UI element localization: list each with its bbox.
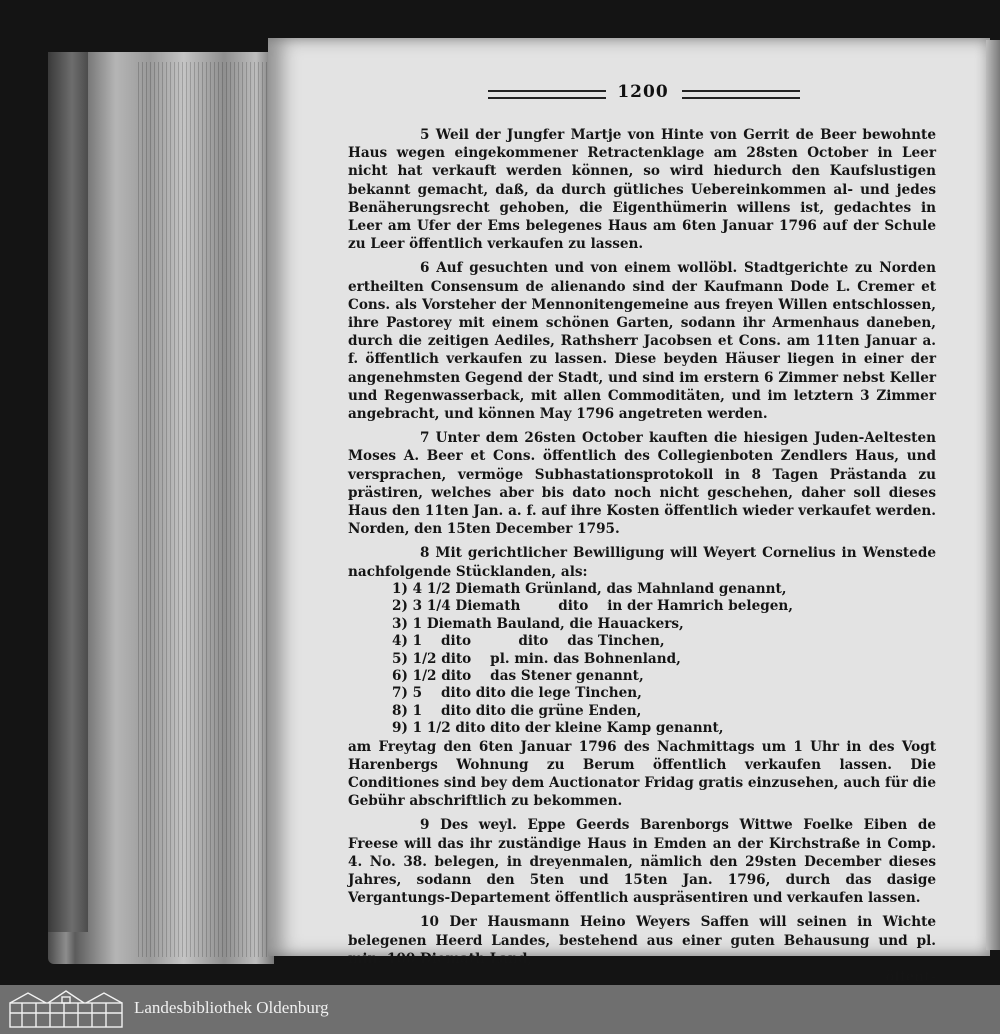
list-item: 4) 1 dito dito das Tinchen, [392, 633, 665, 650]
header-rule-left [488, 90, 606, 99]
book-cover [48, 52, 88, 932]
library-building-icon [8, 989, 124, 1029]
paragraph-10: 10 Der Hausmann Heino Weyers Saffen will seinen in Wichte belegenen Heerd Landes, bestehend aus einer guten Behausung und pl. min. 100 Diemath Land, [348, 914, 936, 967]
catchword: öffent- [885, 968, 936, 985]
list-item: 7) 5 dito dito die lege Tinchen, [392, 685, 642, 702]
list-item: 2) 3 1/4 Diemath dito in der Hamrich belegen, [392, 598, 794, 615]
list-item: 3) 1 Diemath Bauland, die Hauackers, [392, 615, 684, 632]
page-right-edge [986, 40, 1000, 950]
paragraph-7: 7 Unter dem 26sten October kauften die hiesigen Juden-Aeltesten Moses A. Beer et Cons. öffentlich des Collegienboten Zendlers Haus, und versprachen, vermöge Subhastationsprotokoll in 8 Tagen Prästanda zu prästiren, welches aber bis dato noch nicht geschehen, daher soll dieses Haus den 11ten Jan. a. f. auf ihre Kosten öffentlich wieder verkaufet werden. Norden, den 15ten December 1795. [348, 430, 936, 538]
library-name: Landesbibliothek Oldenburg [134, 998, 329, 1017]
list-item: 9) 1 1/2 dito dito der kleine Kamp genannt, [392, 720, 724, 737]
page-body [348, 126, 936, 986]
list-item: 1) 4 1/2 Diemath Grünland, das Mahnland genannt, [392, 580, 787, 597]
list-item: 5) 1/2 dito pl. min. das Bohnenland, [392, 650, 681, 667]
header-rule-right [682, 90, 800, 99]
footer-bar [0, 985, 1000, 1034]
paragraph-9: 9 Des weyl. Eppe Geerds Barenborgs Wittwe Foelke Eiben de Freese will das ihr zuständige Haus in Emden an der Kirchstraße in Comp. 4. No. 38. belegen, in dreyenmalen, nämlich den 29sten December dieses Jahres, sodann den 5ten und 15ten Jan. 1796, durch das dasige Vergantungs-Departement öffentlich auspräsentiren und verkaufen lassen. [348, 817, 936, 907]
page-number: 1200 [617, 82, 669, 102]
paragraph-5: 5 Weil der Jungfer Martje von Hinte von Gerrit de Beer bewohnte Haus wegen eingekommener Retractenklage am 28sten October in Leer nicht hat verkauft werden können, so wird hiedurch den Kaufslustigen bekannt gemacht, daß, da durch gütliches Uebereinkommen al- und jedes Benäherungsrecht gehoben, die Eigenthümerin willens ist, gedachtes in Leer am Ufer der Ems belegenes Haus am 6ten Januar 1796 auf der Schule zu Leer öffentlich verkaufen zu lassen. [348, 127, 936, 253]
page-header [488, 82, 800, 104]
paragraph-8-outro: am Freytag den 6ten Januar 1796 des Nachmittags um 1 Uhr in des Vogt Harenbergs Wohnung zu Berum öffentlich verkaufen lassen. Die Conditiones sind bey dem Auctionator Fridag gratis einzusehen, auch für die Gebühr abschriftlich zu bekommen. [348, 738, 936, 810]
paragraph-8-intro: 8 Mit gerichtlicher Bewilligung will Weyert Cornelius in Wenstede nachfolgende Stücklanden, als: [348, 545, 936, 580]
paragraph-6: 6 Auf gesuchten und von einem wollöbl. Stadtgerichte zu Norden ertheilten Consensum de alienando sind der Kaufmann Dode L. Cremer et Cons. als Vorsteher der Mennonitengemeine aus freyen Willen entschlossen, ihre Pastorey mit einem schönen Garten, sodann ihr Armenhaus daneben, durch die zeitigen Aediles, Rathsherr Jacobsen et Cons. am 11ten Januar a. f. öffentlich verkaufen zu lassen. Diese beyden Häuser liegen in einer der angenehmsten Gegend der Stadt, und sind im erstern 6 Zimmer nebst Keller und Regenwasserback, mit allen Commoditäten, und im letztern 3 Zimmer angebracht, und können May 1796 angetreten werden. [348, 260, 936, 423]
page-edge-stripes [138, 62, 268, 957]
land-list [392, 581, 936, 738]
list-item: 6) 1/2 dito das Stener genannt, [392, 667, 644, 684]
list-item: 8) 1 dito dito die grüne Enden, [392, 702, 642, 719]
